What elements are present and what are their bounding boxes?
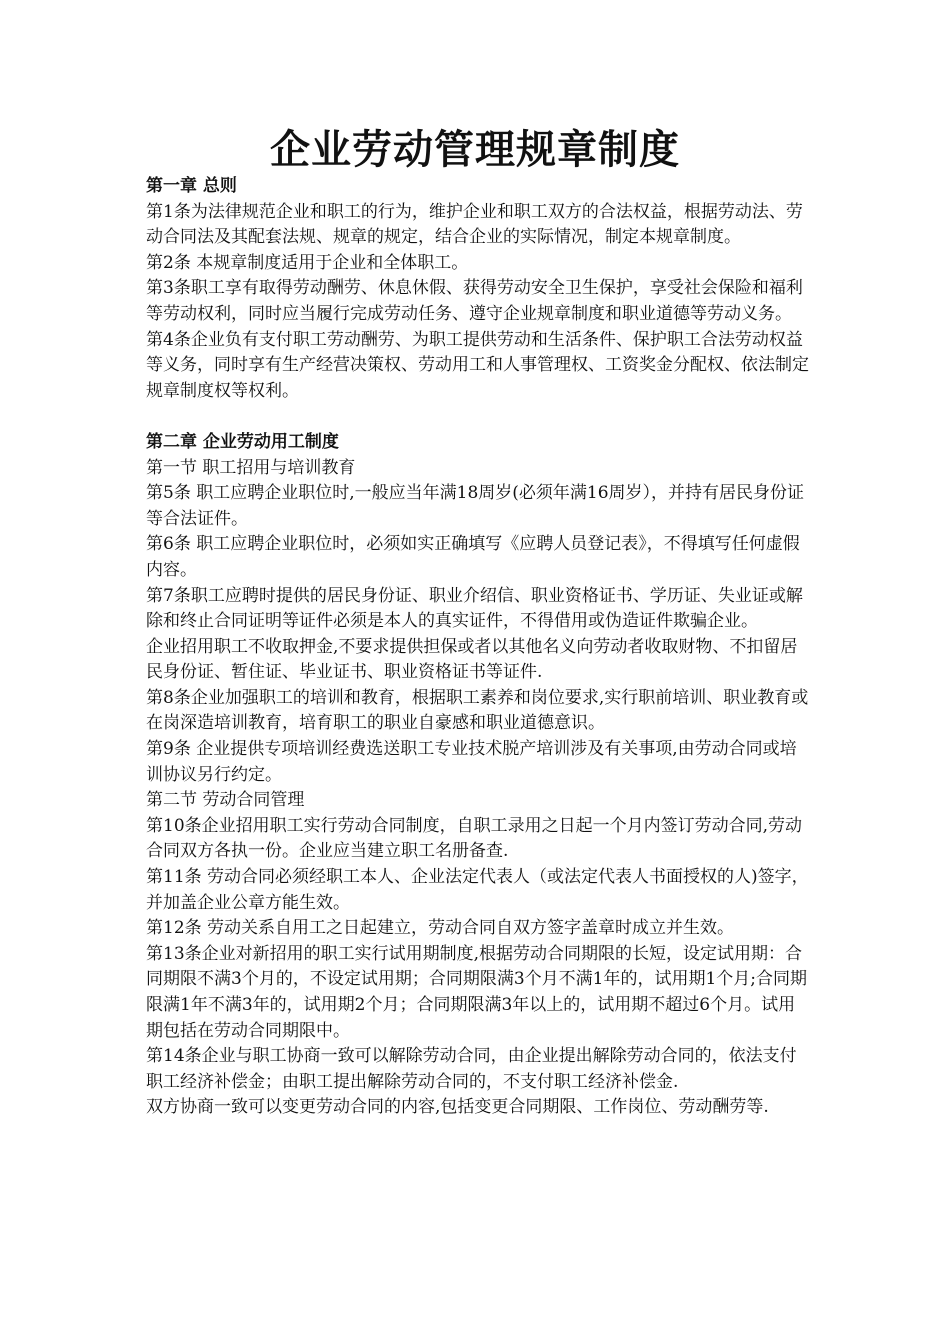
- section-heading: 第一节 职工招用与培训教育: [146, 457, 356, 478]
- article-paragraph: 第12条 劳动关系自用工之日起建立，劳动合同自双方签字盖章时成立并生效。: [146, 918, 735, 939]
- section-heading: 第二节 劳动合同管理: [146, 790, 305, 811]
- article-paragraph: 第9条 企业提供专项培训经费选送职工专业技术脱产培训涉及有关事项,由劳动合同或培训协议另行约定。: [146, 739, 797, 785]
- article-paragraph: 双方协商一致可以变更劳动合同的内容,包括变更合同期限、工作岗位、劳动酬劳等.: [146, 1097, 769, 1118]
- article-paragraph: 第7条职工应聘时提供的居民身份证、职业介绍信、职业资格证书、学历证、失业证或解除和终止合同证明等证件必须是本人的真实证件，不得借用或伪造证件欺骗企业。: [146, 585, 803, 632]
- article-paragraph: 第13条企业对新招用的职工实行试用期制度,根据劳动合同期限的长短，设定试用期：合同期限不满3个月的，不设定试用期；合同期限满3个月不满1年的，试用期1个月;合同期限满1年不满3年的，试用期2个月；合同期限满3年以上的，试用期不超过6个月。试用期包括在劳动合同期限中。: [146, 943, 807, 1041]
- article-paragraph: 第5条 职工应聘企业职位时,一般应当年满18周岁(必须年满16周岁），并持有居民身份证等合法证件。: [146, 483, 805, 529]
- article-paragraph: 第8条企业加强职工的培训和教育，根据职工素养和岗位要求,实行职前培训、职业教育或在岗深造培训教育，培育职工的职业自豪感和职业道德意识。: [146, 687, 809, 734]
- article-paragraph: 第6条 职工应聘企业职位时，必须如实正确填写《应聘人员登记表》，不得填写任何虚假内容。: [146, 534, 800, 580]
- document-body: [146, 174, 811, 1121]
- article-paragraph: 第2条 本规章制度适用于企业和全体职工。: [146, 252, 469, 273]
- article-paragraph: 第1条为法律规范企业和职工的行为，维护企业和职工双方的合法权益，根据劳动法、劳动合同法及其配套法规、规章的规定，结合企业的实际情况，制定本规章制度。: [146, 201, 803, 248]
- paragraph-spacer: [146, 404, 811, 430]
- article-paragraph: 第3条职工享有取得劳动酬劳、休息休假、获得劳动安全卫生保护，享受社会保险和福利等劳动权利，同时应当履行完成劳动任务、遵守企业规章制度和职业道德等劳动义务。: [146, 278, 803, 324]
- chapter-heading: 第二章 企业劳动用工制度: [146, 431, 339, 452]
- article-paragraph: 第11条 劳动合同必须经职工本人、企业法定代表人（或法定代表人书面授权的人)签字，并加盖企业公章方能生效。: [146, 867, 809, 913]
- document-title: 企业劳动管理规章制度: [270, 127, 680, 173]
- article-paragraph: 第14条企业与职工协商一致可以解除劳动合同，由企业提出解除劳动合同的，依法支付职工经济补偿金；由职工提出解除劳动合同的，不支付职工经济补偿金.: [146, 1046, 797, 1092]
- chapter-heading: 第一章 总则: [146, 176, 237, 196]
- article-paragraph: 第10条企业招用职工实行劳动合同制度，自职工录用之日起一个月内签订劳动合同,劳动合同双方各执一份。企业应当建立职工名册备查.: [146, 815, 803, 862]
- article-paragraph: 企业招用职工不收取押金,不要求提供担保或者以其他名义向劳动者收取财物、不扣留居民身份证、暂住证、毕业证书、职业资格证书等证件.: [146, 636, 798, 683]
- article-paragraph: 第4条企业负有支付职工劳动酬劳、为职工提供劳动和生活条件、保护职工合法劳动权益等义务，同时享有生产经营决策权、劳动用工和人事管理权、工资奖金分配权、依法制定规章制度权等权利。: [146, 329, 809, 401]
